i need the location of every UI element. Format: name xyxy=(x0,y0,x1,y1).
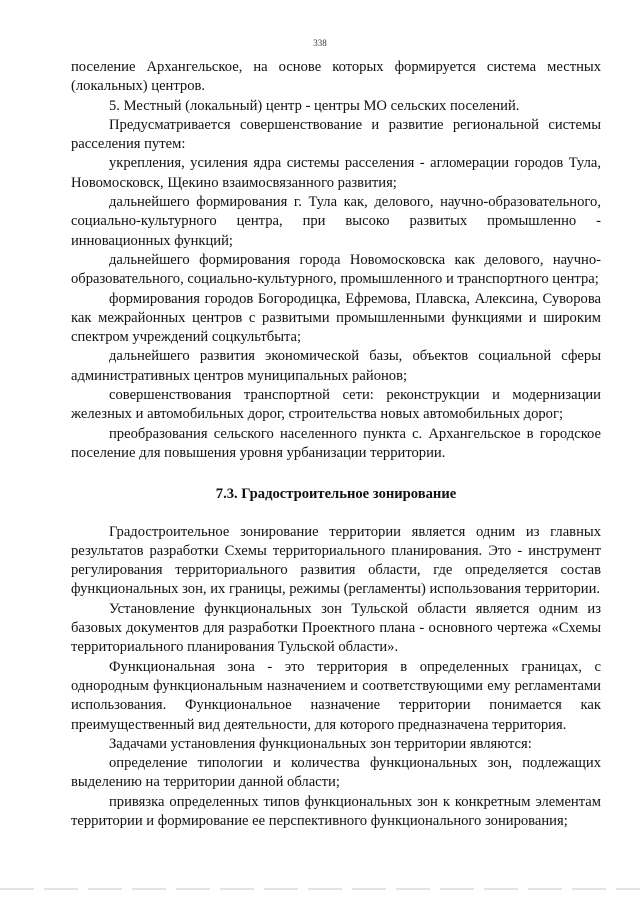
paragraph: дальнейшего развития экономической базы, объектов социальной сферы административных центров муниципальных районов; xyxy=(71,348,601,384)
page-number: 338 xyxy=(313,38,327,48)
paragraph: Задачами установления функциональных зон территории являются: xyxy=(109,735,532,752)
paragraph: Установление функциональных зон Тульской области является одним из базовых документов для разработки Проектного плана - основного чертежа «Схемы территориального планирования Тульской области». xyxy=(71,600,601,656)
paragraph: привязка определенных типов функциональных зон к конкретным элементам территории и формирование ее перспективного функционального зонирования; xyxy=(71,793,601,829)
paragraph: Функциональная зона - это территория в определенных границах, с однородным функциональным назначением и соответствующими ему регламентами использования. Функциональное назначение территории понимается как преимущественный вид деятельности, для которого предназначена территория. xyxy=(71,658,601,733)
paragraph: Градостроительное зонирование территории является одним из главных результатов разработки Схемы территориального планирования. Это - инструмент регулирования территориального развития области, где определяется состав функциональных зон, их границы, режимы (регламенты) использования территории. xyxy=(71,523,601,598)
paragraph: укрепления, усиления ядра системы расселения - агломерации городов Тула, Новомосковск, Щекино взаимосвязанного развития; xyxy=(71,155,601,191)
paragraph: формирования городов Богородицка, Ефремова, Плавска, Алексина, Суворова как межрайонных центров с развитыми промышленными функциями и широким спектром учреждений соцкультбыта; xyxy=(71,290,601,346)
paragraph: 5. Местный (локальный) центр - центры МО сельских поселений. xyxy=(109,97,520,114)
paragraph: совершенствования транспортной сети: реконструкции и модернизации железных и автомобильных дорог, строительства новых автомобильных дорог; xyxy=(71,387,601,423)
paragraph: Предусматривается совершенствование и развитие региональной системы расселения путем: xyxy=(71,116,601,153)
scan-artifact-strip xyxy=(0,888,640,890)
paragraph: дальнейшего формирования города Новомосковска как делового, научно-образовательного, социально-культурного, промышленного и транспортного центра; xyxy=(71,251,601,288)
paragraph: преобразования сельского населенного пункта с. Архангельское в городское поселение для повышения уровня урбанизации территории. xyxy=(71,425,601,461)
paragraph: определение типологии и количества функциональных зон, подлежащих выделению на территории данной области; xyxy=(71,755,601,791)
section-heading: 7.3. Градостроительное зонирование xyxy=(215,486,457,503)
paragraph: поселение Архангельское, на основе которых формируется система местных (локальных) центров. xyxy=(71,59,601,95)
document-body xyxy=(71,58,601,831)
paragraph: дальнейшего формирования г. Тула как, делового, научно-образовательного, социально-культурного центра, при высоко развитых промышленно - инновационных функций; xyxy=(71,194,601,249)
